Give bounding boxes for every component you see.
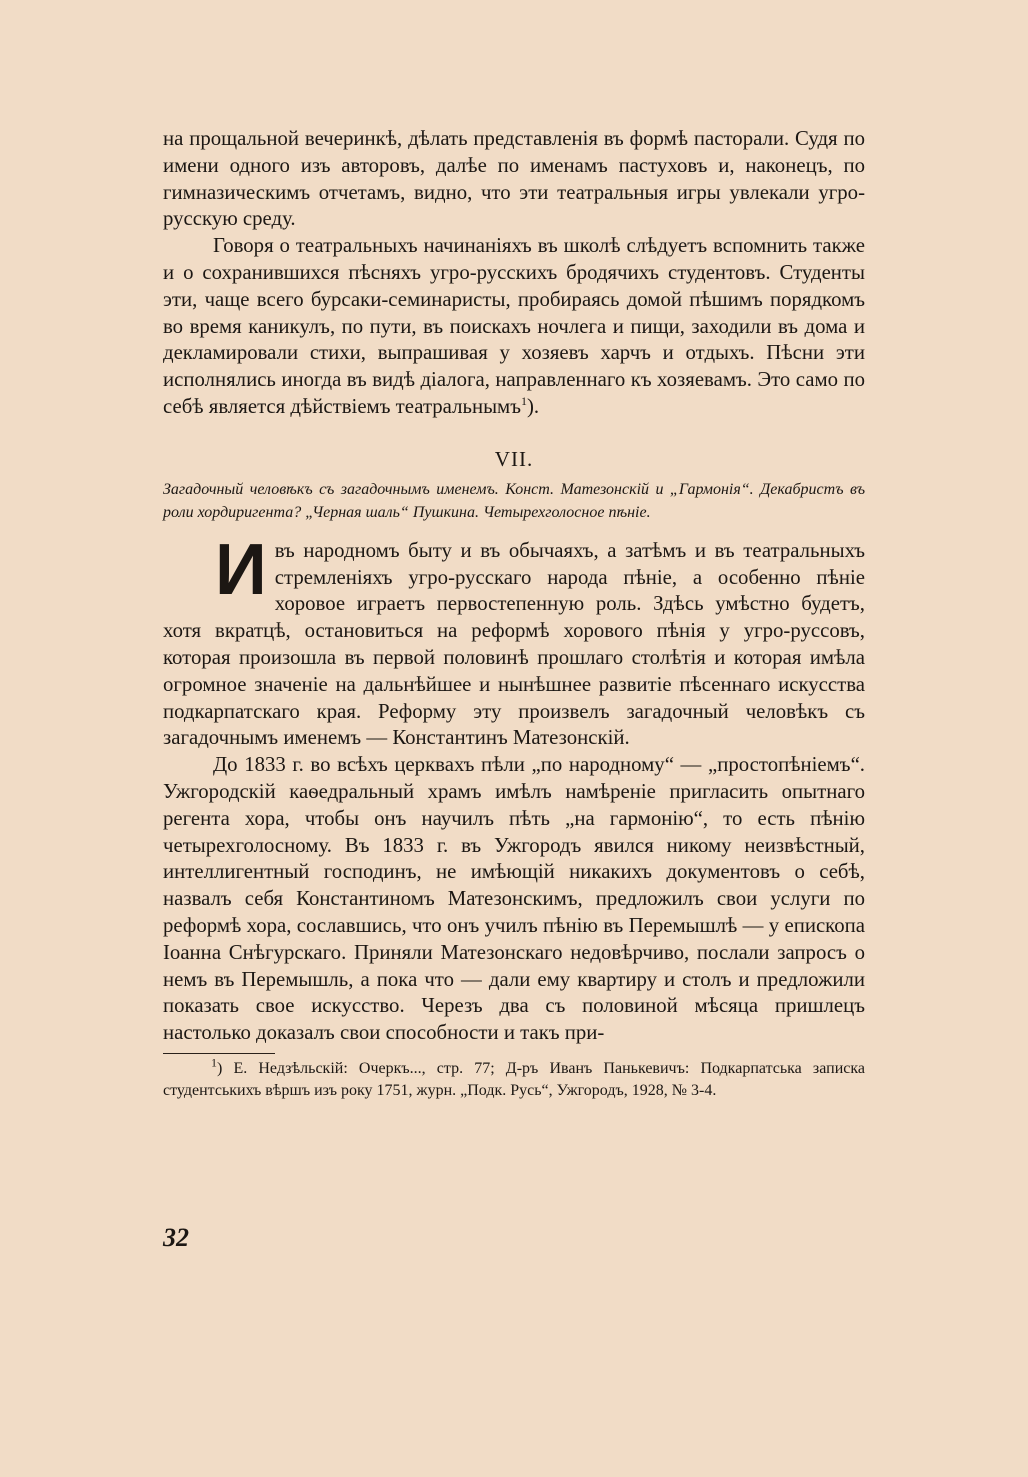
section-number: VII. [494,446,534,471]
footnote-text: ) Е. Недзѣльскій: Очеркъ..., стр. 77; Д-ръ Иванъ Панькевичъ: Подкарпатська записка студентськихъ вѣршъ изъ року 1751, журн. „Подк. Русь“, Ужгородъ, 1928, № 3-4. [163,1059,865,1099]
paragraph-text: Говоря о театральныхъ начинаніяхъ въ школѣ слѣдуетъ вспомнить также и о сохранившихся пѣсняхъ угро-русскихъ бродячихъ студентовъ. Студенты эти, чаще всего бурсаки-семинаристы, пробираясь домой пѣшимъ порядкомъ во время каникулъ, по пути, въ поискахъ ночлега и пищи, заходили въ дома и декламировали стихи, выпрашивая у хозяевъ харчъ и отдыхъ. Пѣсни эти исполнялись иногда въ видѣ діалога, направленнаго къ хозяевамъ. Это само по себѣ является дѣйствіемъ театральнымъ [163,234,865,418]
page-content [163,126,865,1102]
drop-cap-letter: И [215,529,267,610]
paragraph-text: на прощальной вечеринкѣ, дѣлать представленія въ формѣ пасторали. Судя по имени одного изъ авторовъ, далѣе по именамъ пастуховъ и, наконецъ, по гимназическимъ отчетамъ, видно, что эти театральныя игры увлекали угро-русскую среду. [163,127,865,231]
section-subtitle: Загадочный человѣкъ съ загадочнымъ именемъ. Конст. Матезонскій и „Гармонія“. Декабристъ въ роли хордиригента? „Черная шаль“ Пушкина. Четырехголосное пѣніе. [163,480,865,521]
footnote-mark: 1 [211,1055,217,1070]
paragraph-choral-singing [163,529,865,752]
footnote-reference: 1 [520,394,527,409]
footnote-divider [163,1053,275,1054]
page-number: 32 [163,1223,189,1252]
paragraph-text: До 1833 г. во всѣхъ церквахъ пѣли „по народному“ — „простопѣніемъ“. Ужгородскій каѳедральный храмъ имѣлъ намѣреніе пригласить опытнаго регента хора, чтобы онъ научилъ пѣть „на гармонію“, то есть пѣнію четырехголосному. Въ 1833 г. въ Ужгородъ явился никому неизвѣстный, интеллигентный господинъ, не имѣющій никакихъ документовъ о себѣ, назвалъ себя Константиномъ Матезонскимъ, предложилъ свои услуги по реформѣ хора, сославшись, что онъ училъ пѣнію въ Перемышлѣ — у епископа Іоанна Снѣгурскаго. Приняли Матезонскаго недовѣрчиво, послали запросъ о немъ въ Перемышль, а пока что — дали ему квартиру и столъ и предложили показать свое искусство. Черезъ два съ половиной мѣсяца пришлецъ настолько доказалъ свои способности и такъ при- [163,753,865,1045]
paragraph-intro-continuation [163,126,865,233]
paragraph-matezonsky [163,752,865,1047]
paragraph-text: въ народномъ быту и въ обычаяхъ, а затѣмъ и въ театральныхъ стремленіяхъ угро-русскаго народа пѣніе, а особенно пѣніе хоровое играетъ первостепенную роль. Здѣсь умѣстно будетъ, хотя вкратцѣ, остановиться на реформѣ хорового пѣнія у угро-руссовъ, которая произошла въ первой половинѣ прошлаго столѣтія и которая имѣла огромное значеніе на дальнѣйшее и нынѣшнее развитіе пѣсеннаго искусства подкарпатскаго края. Реформу эту произвелъ загадочный человѣкъ съ загадочнымъ именемъ — Константинъ Матезонскій. [163,538,865,750]
paragraph-wandering-students [163,233,865,421]
footnote [163,1055,865,1102]
paragraph-text-end: ). [526,394,540,418]
